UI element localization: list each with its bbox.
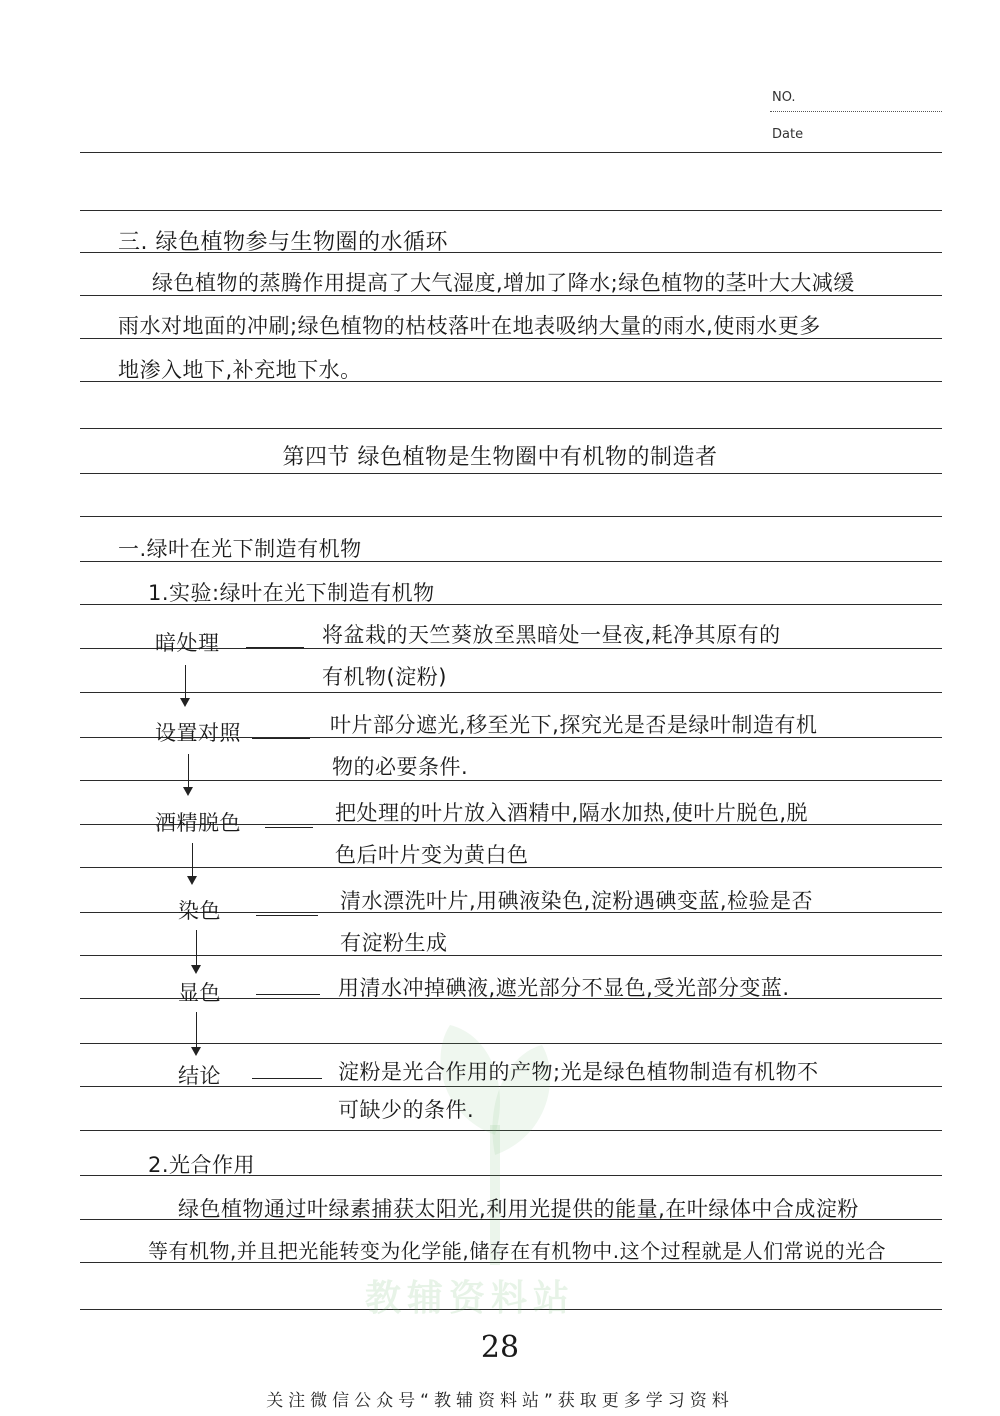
step-description: 有淀粉生成 [340,931,448,955]
step-description: 可缺少的条件. [338,1098,475,1122]
step-name: 显色 [178,981,221,1005]
dash-connector [256,915,318,916]
step-description: 有机物(淀粉) [322,665,447,689]
down-arrow-icon [196,930,197,972]
section-title: 第四节 绿色植物是生物圈中有机物的制造者 [282,445,718,470]
step-name: 暗处理 [155,631,220,655]
date-label: Date [772,127,804,142]
dash-connector [265,827,313,828]
dash-connector [256,994,320,995]
section-heading: 三. 绿色植物参与生物圈的水循环 [118,230,448,255]
down-arrow-icon [196,1012,197,1054]
rule-line [80,473,942,474]
rule-line [80,955,942,956]
rule-line [80,516,942,517]
experiment-title: 1.实验:绿叶在光下制造有机物 [148,581,435,605]
step-description: 淀粉是光合作用的产物;光是绿色植物制造有机物不 [338,1060,819,1084]
down-arrow-icon [192,843,193,883]
rule-line [80,867,942,868]
rule-line [80,780,942,781]
step-description: 色后叶片变为黄白色 [335,843,529,867]
step-name: 染色 [178,899,221,923]
step-description: 把处理的叶片放入酒精中,隔水加热,使叶片脱色,脱 [335,801,809,825]
step-description: 清水漂洗叶片,用碘液染色,淀粉遇碘变蓝,检验是否 [340,889,814,913]
step-name: 设置对照 [155,721,241,745]
dash-connector [246,647,304,648]
rule-line [80,428,942,429]
step-description: 用清水冲掉碘液,遮光部分不显色,受光部分变蓝. [338,976,790,1000]
paragraph-line: 地渗入地下,补充地下水。 [118,358,362,382]
paragraph-line: 等有机物,并且把光能转变为化学能,储存在有机物中.这个过程就是人们常说的光合 [148,1239,887,1263]
watermark-leaf-icon [430,1015,560,1265]
no-dotted-line [770,111,942,112]
dash-connector [252,738,310,739]
page-number: 28 [480,1330,520,1365]
step-description: 叶片部分遮光,移至光下,探究光是否是绿叶制造有机 [330,713,818,737]
subsection-heading: 2.光合作用 [148,1153,256,1177]
dash-connector [252,1078,322,1079]
step-description: 物的必要条件. [332,755,469,779]
down-arrow-icon [188,754,189,794]
rule-line [80,692,942,693]
rule-line [80,338,942,339]
down-arrow-icon [185,665,186,705]
step-description: 将盆栽的天竺葵放至黑暗处一昼夜,耗净其原有的 [322,623,781,647]
no-label: NO. [772,90,796,105]
rule-line [80,152,942,153]
rule-line [80,210,942,211]
footer-note: 关注微信公众号“教辅资料站”获取更多学习资料 [266,1391,734,1411]
subsection-heading: 一.绿叶在光下制造有机物 [118,537,362,561]
rule-line [80,295,942,296]
paragraph-line: 绿色植物通过叶绿素捕获太阳光,利用光提供的能量,在叶绿体中合成淀粉 [178,1197,859,1221]
rule-line [80,561,942,562]
paragraph-line: 雨水对地面的冲刷;绿色植物的枯枝落叶在地表吸纳大量的雨水,使雨水更多 [118,314,821,338]
step-name: 酒精脱色 [155,811,241,835]
paragraph-line: 绿色植物的蒸腾作用提高了大气湿度,增加了降水;绿色植物的茎叶大大减缓 [152,271,855,295]
watermark-text: 教辅资料站 [365,1278,576,1319]
step-name: 结论 [178,1064,221,1088]
